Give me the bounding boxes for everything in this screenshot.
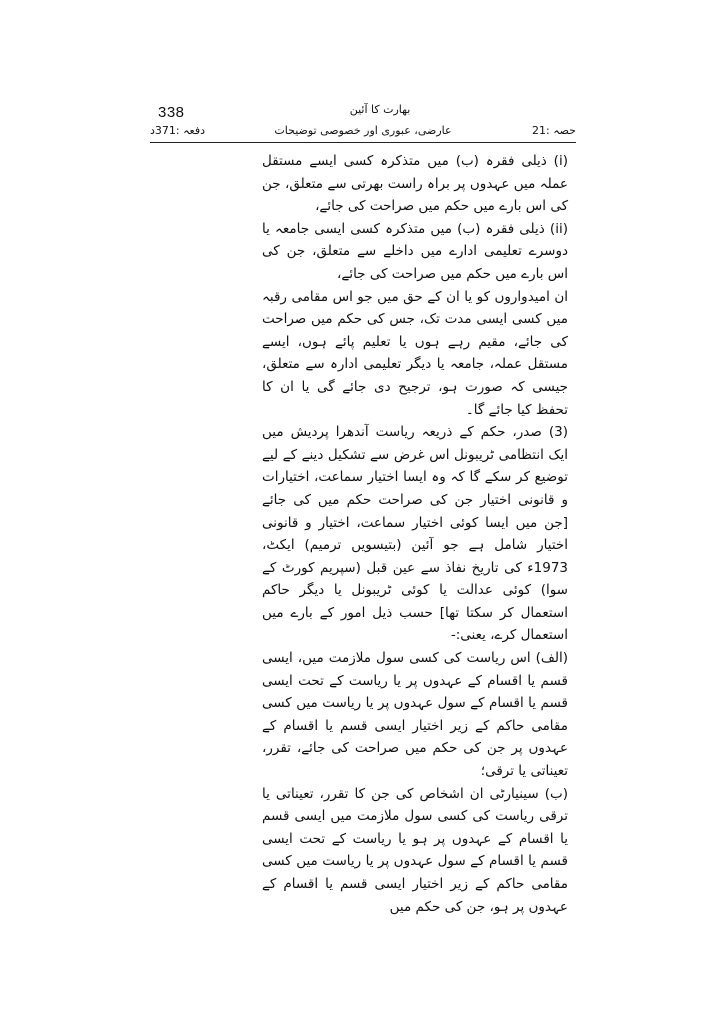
header-clause: دفعہ :371د: [150, 124, 206, 137]
header-chapter-title: عارضی، عبوری اور خصوصی توضیحات: [274, 124, 452, 137]
header-part: حصہ :21: [532, 124, 576, 137]
paragraph-preference: ان امیدواروں کو یا ان کے حق میں جو اس مقامی رقبہ میں کسی ایسی مدت تک، جس کی حکم میں صراحت کی جائے، مقیم رہے ہوں یا تعلیم پائے ہوں، ایسے مستقل عملہ، جامعہ یا دیگر تعلیمی ادارہ سے متعلق، جیسی کہ صورت ہو، ترجیح دی جائے گی یا ان کا تحفظ کیا جائے گا۔: [262, 288, 568, 418]
header-rule: [150, 142, 576, 143]
running-header: [150, 124, 576, 140]
page-number: 338: [158, 104, 185, 121]
book-title: بھارت کا آئین: [349, 103, 411, 116]
paragraph-item-bay: (ب) سینیارٹی ان اشخاص کی جن کا تقرر، تعیناتی یا ترقی ریاست کی کسی سول ملازمت میں ایسی قسم یا اقسام کے عہدوں پر ہو یا ریاست کے تحت ایسی قسم یا اقسام کے سول عہدوں پر یا ریاست میں کسی مقامی حاکم کے زیر اختیار ایسی قسم یا اقسام کے عہدوں پر ہو، جن کی حکم میں: [262, 785, 568, 915]
paragraph-sub-clause-i: (i) ذیلی فقرہ (ب) میں متذکرہ کسی ایسے مستقل عملہ میں عہدوں پر براہ راست بھرتی سے متعلق، جن کی اس بارے میں حکم میں صراحت کی جائے،: [262, 153, 568, 215]
paragraph-clause-3: (3) صدر، حکم کے ذریعہ ریاست آندھرا پردیش میں ایک انتظامی ٹریبونل اس غرض سے تشکیل دینے کے لیے توضیع کر سکے گا کہ وہ ایسا اختیار سماعت، اختیارات و قانونی اختیار جن کی صراحت حکم میں کی جائے [جن میں ایسا کوئی اختیار سماعت، اختیار و قانونی اختیار شامل ہے جو آئین (بتیسویں ترمیم) ایکٹ، 1973ء کی تاریخ نفاذ سے عین قبل (سپریم کورٹ کے سوا) کوئی عدالت یا کوئی ٹریبونل یا دیگر حاکم استعمال کر سکتا تھا] حسب ذیل امور کے بارے میں استعمال کرے، یعنی:-: [262, 424, 568, 644]
body-text: [262, 150, 568, 918]
paragraph-item-alif: (الف) اس ریاست کی کسی سول ملازمت میں، ایسی قسم یا اقسام کے عہدوں پر یا ریاست کے تحت ایسی قسم یا اقسام کے سول عہدوں پر یا ریاست میں کسی مقامی حاکم کے زیر اختیار ایسی قسم یا اقسام کے عہدوں پر جن کی حکم میں صراحت کی جائے، تقرر، تعیناتی یا ترقی؛: [262, 650, 568, 780]
paragraph-sub-clause-ii: (ii) ذیلی فقرہ (ب) میں متذکرہ کسی ایسی جامعہ یا دوسرے تعلیمی ادارے میں داخلے سے متعلق، جن کی اس بارے میں حکم میں صراحت کی جائے،: [262, 220, 568, 282]
